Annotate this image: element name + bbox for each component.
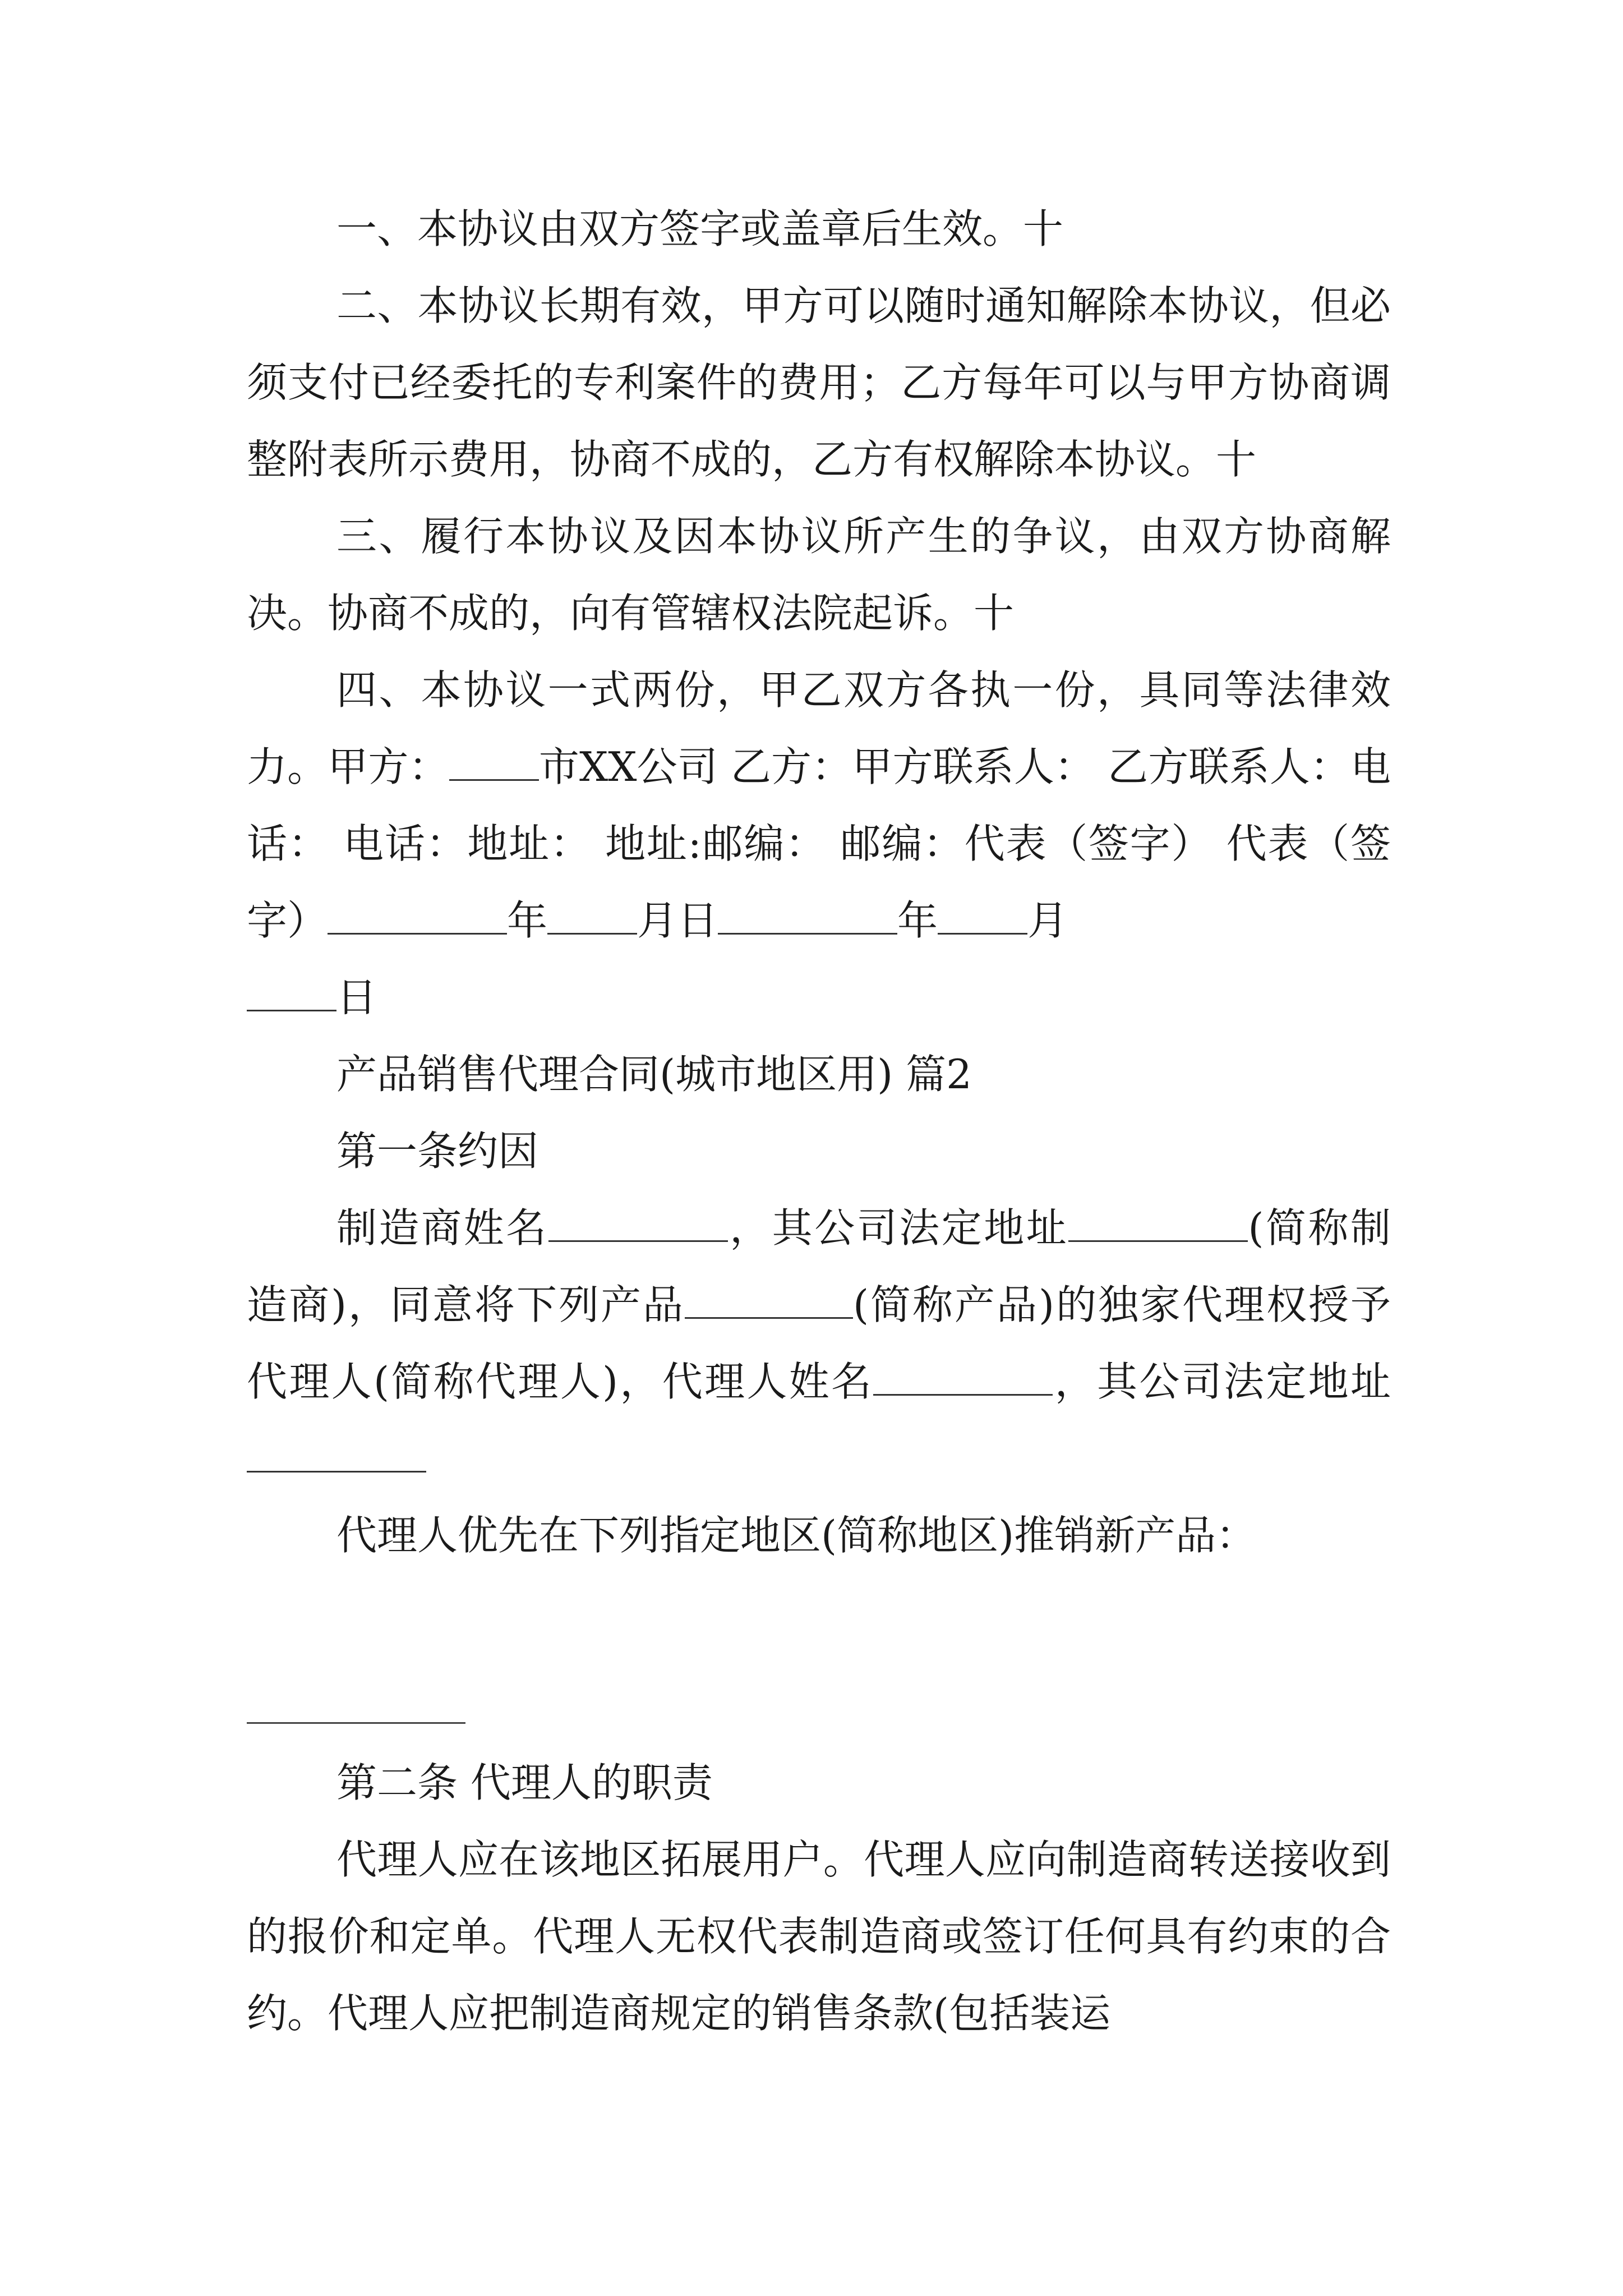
clause-4-month-2: 月 (1027, 897, 1068, 944)
document-body-continued (247, 1745, 1391, 2052)
fill-blank (873, 1360, 1053, 1396)
clause-2: 二、本协议长期有效，甲方可以随时通知解除本协议，但必须支付已经委托的专利案件的费用；乙方每年可以与甲方协商调整附表所示费用，协商不成的，乙方有权解除本协议。十 (247, 282, 1391, 483)
document-body (247, 191, 1391, 1574)
date-blank (247, 976, 336, 1011)
separator-line (247, 1722, 465, 1724)
article-2-title: 第二条 代理人的职责 (336, 1759, 713, 1806)
fill-blank (1068, 1206, 1248, 1242)
article-2-paragraph-1: 代理人应在该地区拓展用户。代理人应向制造商转送接收到的报价和定单。代理人无权代表制造商或签订任何具有约束的合约。代理人应把制造商规定的销售条款(包括装运 (247, 1836, 1391, 2037)
signature-blank (449, 745, 539, 781)
clause-4-text-a: 四、本协议一式两份，甲乙双方各执一份，具同等法律效力。甲方： (247, 666, 1391, 790)
article-1-text-b: ，其公司法定地址 (727, 1204, 1069, 1251)
date-blank (718, 899, 897, 935)
clause-4-day-2: 日 (336, 974, 377, 1021)
date-blank (938, 899, 1027, 935)
fill-blank (685, 1283, 853, 1319)
clause-4-year-2: 年 (897, 897, 938, 944)
article-1-paragraph-1 (247, 1190, 1391, 1497)
clause-1: 一、本协议由双方签字或盖章后生效。十 (336, 205, 1064, 252)
clause-4-text-b: 市XX公司 乙方：甲方联系人： 乙方联系人：电话： 电话：地址： 地址:邮编： 邮编：代表（签字） 代表（签字） (247, 743, 1391, 944)
article-1-text-e: ，其公司法定地址 (1053, 1358, 1391, 1405)
article-1-text-a: 制造商姓名 (336, 1204, 548, 1251)
fill-blank (247, 1437, 426, 1473)
date-blank (547, 899, 637, 935)
clause-4-year-1: 年 (507, 897, 548, 944)
article-1-text-d: (简称产品)的独家代理权授予代理人(简称代理人)，代理人姓名 (247, 1281, 1391, 1405)
section-title: 产品销售代理合同(城市地区用) 篇2 (336, 1051, 972, 1098)
clause-4 (247, 652, 1391, 1036)
article-1-text-c: (简称制造商)，同意将下列产品 (247, 1204, 1391, 1328)
article-1-title: 第一条约因 (336, 1128, 539, 1175)
clause-4-month-day-1: 月日 (637, 897, 718, 944)
article-1-paragraph-2: 代理人优先在下列指定地区(简称地区)推销新产品： (336, 1512, 1257, 1559)
date-blank (328, 899, 507, 935)
fill-blank (548, 1206, 728, 1242)
clause-3: 三、履行本协议及因本协议所产生的争议，由双方协商解决。协商不成的，向有管辖权法院起诉。十 (247, 513, 1391, 637)
